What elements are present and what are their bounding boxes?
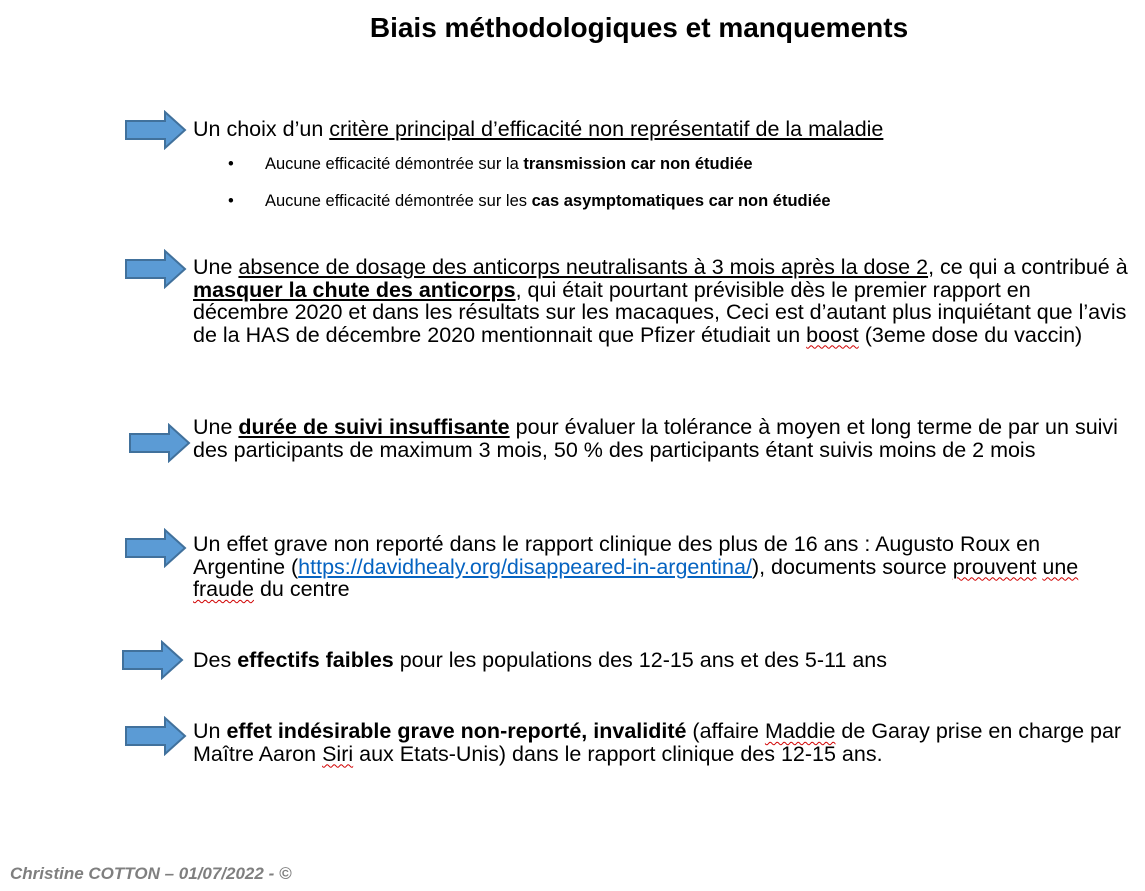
right-arrow-icon xyxy=(125,249,187,289)
bullet-icon: • xyxy=(228,192,234,210)
right-arrow-icon xyxy=(125,528,187,568)
point-small-cohorts: Des effectifs faibles pour les populations des 12-15 ans et des 5-11 ans xyxy=(193,648,887,672)
right-arrow-icon xyxy=(122,640,184,680)
point-primary-endpoint: Un choix d’un critère principal d’efficacité non représentatif de la maladie xyxy=(193,117,884,141)
point-follow-up-duration: Une durée de suivi insuffisante pour évaluer la tolérance à moyen et long terme de par un suivi des participants de maximum 3 mois, 50 % des participants étant suivis moins de 2 mois xyxy=(193,415,1118,462)
author-footer: Christine COTTON – 01/07/2022 - © xyxy=(10,864,292,883)
bullet-icon: • xyxy=(228,155,234,173)
right-arrow-icon xyxy=(125,110,187,150)
point-unreported-event: Un effet grave non reporté dans le rapport clinique des plus de 16 ans : Augusto Roux en Argentine (https://davidhealy.org/disappeared-in-argentina/), documents source prouvent une fraude du centre xyxy=(193,532,1079,601)
source-link[interactable]: https://davidhealy.org/disappeared-in-argentina/ xyxy=(298,554,752,579)
point-serious-adverse-event: Un effet indésirable grave non-reporté, invalidité (affaire Maddie de Garay prise en charge par Maître Aaron Siri aux Etats-Unis) dans le rapport clinique des 12-15 ans. xyxy=(193,719,1122,766)
right-arrow-icon xyxy=(129,423,191,463)
right-arrow-icon xyxy=(125,716,187,756)
point-antibody-dosage: Une absence de dosage des anticorps neutralisants à 3 mois après la dose 2, ce qui a contribué à masquer la chute des anticorps, qui était pourtant prévisible dès le premier rapport en décembre 2020 et dans les résultats sur les macaques, Ceci est d’autant plus inquiétant que l’avis de la HAS de décembre 2020 mentionnait que Pfizer étudiait un boost (3eme dose du vaccin) xyxy=(193,255,1128,347)
page-title: Biais méthodologiques et manquements xyxy=(369,12,909,43)
